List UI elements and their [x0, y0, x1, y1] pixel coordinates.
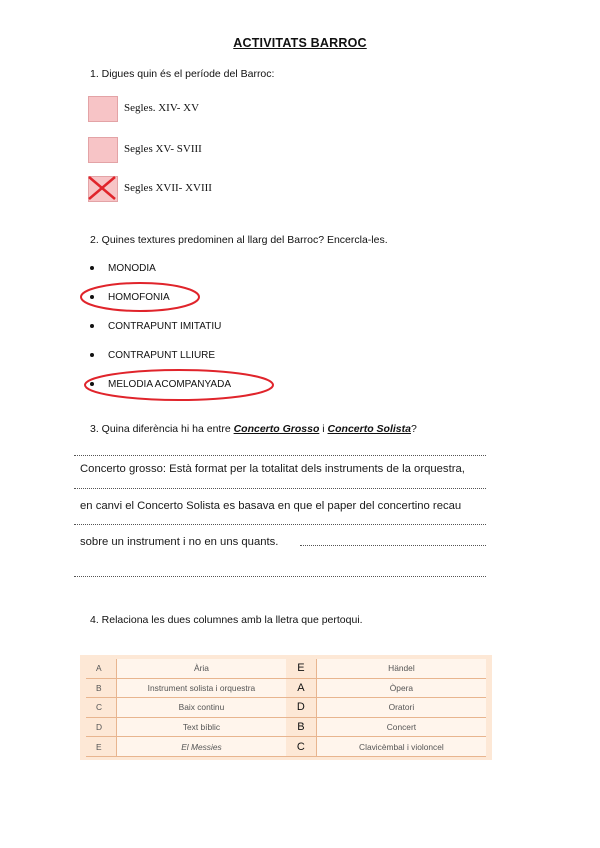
bullet-icon	[90, 266, 94, 270]
circle-homofonia-mark	[78, 280, 202, 314]
answer-line	[300, 545, 486, 546]
list-item-label: CONTRAPUNT LLIURE	[108, 350, 216, 361]
answer-line	[74, 455, 486, 456]
list-item-label: MELODIA ACOMPANYADA	[108, 379, 231, 390]
answer-cell: D	[286, 698, 316, 718]
list-item	[90, 263, 156, 274]
table-cell: Baix continu	[116, 698, 286, 718]
table-cell: E	[86, 737, 116, 757]
answer-text-line-3: sobre un instrument i no en uns quants.	[80, 536, 279, 548]
answer-line	[74, 524, 486, 525]
circle-melodia-mark	[82, 367, 276, 403]
table-cell: Händel	[316, 659, 486, 678]
option-3-label: Segles XVII- XVIII	[124, 182, 212, 194]
option-2-label: Segles XV- SVIII	[124, 143, 202, 155]
answer-text-line-2: en canvi el Concerto Solista es basava en que el paper del concertino recau	[80, 500, 462, 512]
bullet-icon	[90, 324, 94, 328]
option-1-checkbox[interactable]	[88, 96, 118, 122]
table-cell: Concert	[316, 717, 486, 737]
option-3-checkbox[interactable]	[88, 176, 118, 202]
table-cell: D	[86, 717, 116, 737]
table-cell: Clavicèmbal i violoncel	[316, 737, 486, 757]
answer-text-line-1: Concerto grosso: Està format per la totalitat dels instruments de la orquestra,	[80, 463, 465, 475]
table-row	[86, 717, 486, 737]
table-cell: B	[86, 678, 116, 698]
table-cell: Òpera	[316, 678, 486, 698]
table-row	[86, 659, 486, 678]
relation-table	[80, 655, 492, 760]
answer-cell: B	[286, 717, 316, 737]
term-concerto-grosso: Concerto Grosso	[233, 423, 320, 435]
list-item	[90, 350, 215, 361]
table-cell: Text bíblic	[116, 717, 286, 737]
table-cell: A	[86, 659, 116, 678]
answer-cell: C	[286, 737, 316, 757]
list-item-label: HOMOFONIA	[108, 292, 170, 303]
list-item-label: CONTRAPUNT IMITATIU	[108, 321, 222, 332]
table-cell: Oratori	[316, 698, 486, 718]
page-title: ACTIVITATS BARROC	[233, 36, 367, 50]
option-1-label: Segles. XIV- XV	[124, 102, 200, 114]
cross-mark-icon	[87, 175, 117, 201]
table-row	[86, 698, 486, 718]
question-2: 2. Quines textures predominen al llarg del Barroc? Encercla-les.	[90, 234, 388, 246]
answer-cell: A	[286, 678, 316, 698]
answer-line	[74, 488, 486, 489]
answer-line	[74, 576, 486, 577]
answer-cell: E	[286, 659, 316, 678]
table-cell: El Messies	[116, 737, 286, 757]
list-item-label: MONODIA	[108, 263, 156, 274]
table-cell: Instrument solista i orquestra	[116, 678, 286, 698]
question-1: 1. Digues quin és el període del Barroc:	[90, 68, 275, 80]
question-text: ?	[410, 423, 417, 435]
table-row	[86, 737, 486, 757]
table-cell: C	[86, 698, 116, 718]
question-text: i	[319, 423, 328, 435]
question-text: 3. Quina diferència hi ha entre	[90, 423, 234, 435]
list-item	[90, 321, 221, 332]
bullet-icon	[90, 353, 94, 357]
table-row	[86, 678, 486, 698]
table-cell: Ària	[116, 659, 286, 678]
question-4: 4. Relaciona les dues columnes amb la lletra que pertoqui.	[90, 614, 363, 626]
option-2-checkbox[interactable]	[88, 137, 118, 163]
term-concerto-solista: Concerto Solista	[327, 423, 411, 435]
question-3	[90, 423, 417, 435]
